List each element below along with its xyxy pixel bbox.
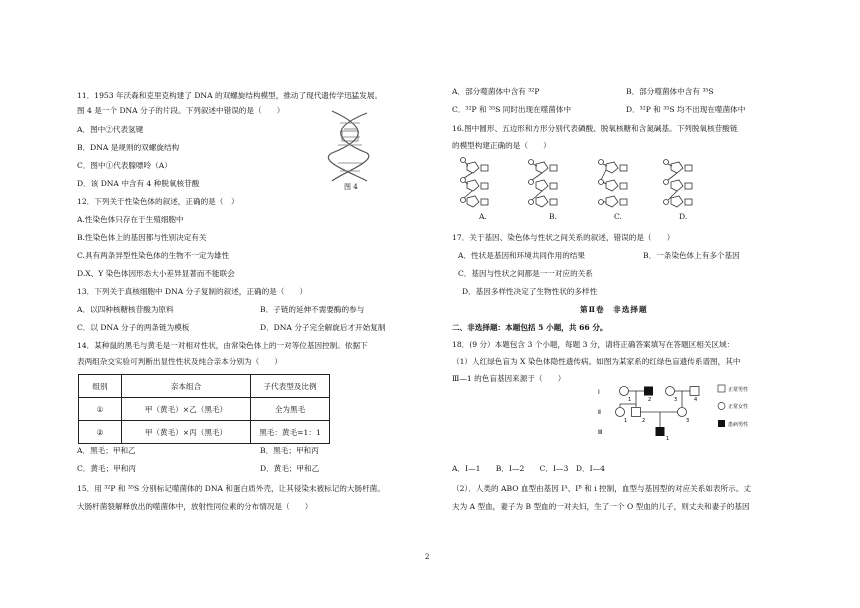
q11-stem-line2: 图 4 是一个 DNA 分子的片段。下列叙述中错误的是（ ） xyxy=(77,106,285,115)
q17-option-b: B．一条染色体上有多个基因 xyxy=(643,251,740,260)
gen1-number: 1 xyxy=(628,397,632,403)
q16-stem-line1: 16.图中圆形、五边形和方形分别代表磷酸、脱氧核糖和含氮碱基。下列脱氧核苷酸链 xyxy=(452,124,738,133)
q17-option-d: D．基因多样性决定了生物性状的多样性 xyxy=(462,287,598,296)
q18-sub1-options: A．Ⅰ—1 B．Ⅰ—2 C．Ⅰ—3 D．Ⅰ—4 xyxy=(452,464,606,473)
legend-normal-male: 正常男性 xyxy=(728,387,749,393)
gen2-number: 1 xyxy=(624,418,628,424)
table-row xyxy=(79,398,330,421)
q14-option-b: B．黑毛；甲和丙 xyxy=(260,446,319,455)
gen1-number: 3 xyxy=(674,397,678,403)
q12-option-a: A.性染色体只存在于生殖细胞中 xyxy=(77,215,184,224)
table-cell: ② xyxy=(79,421,122,444)
generation-label-3: Ⅲ xyxy=(598,429,603,436)
model-b xyxy=(529,160,558,208)
model-d xyxy=(664,160,693,208)
q17-option-a: A．性状是基因和环境共同作用的结果 xyxy=(458,251,585,260)
q13-option-c: C．以 DNA 分子的两条链为模板 xyxy=(77,323,190,332)
figure4-caption: 图 4 xyxy=(344,183,358,191)
q16-stem-line2: 的模型构建正确的是（ ） xyxy=(452,141,551,150)
q12-option-b: B.性染色体上的基因都与性别决定有关 xyxy=(77,233,207,242)
q16-label-b: B. xyxy=(549,212,557,221)
table-cell: 甲（黄毛）×乙（黑毛） xyxy=(122,398,251,421)
q14-stem-line2: 表两组杂交实验可判断出显性性状及纯合亲本分别为（ ） xyxy=(77,357,283,366)
cross-experiment-table xyxy=(78,374,330,444)
q12-option-d: D.X、Y 染色体因形态大小差异显著而不能联会 xyxy=(77,269,235,278)
model-a xyxy=(461,158,489,208)
q11-option-d: D．该 DNA 中含有 4 种脱氧核苷酸 xyxy=(77,179,200,188)
q11-stem-line1: 11．1953 年沃森和克里克构建了 DNA 的双螺旋结构模型，推动了现代遗传学迅猛发展。 xyxy=(77,91,383,100)
nucleotide-chain-models xyxy=(455,154,715,210)
q14-option-a: A．黑毛；甲和乙 xyxy=(77,446,136,455)
q13-option-a: A．以四种核糖核苷酸为原料 xyxy=(77,305,174,314)
gen2-number: 2 xyxy=(642,418,646,424)
q13-option-d: D．DNA 分子完全解旋后才开始复制 xyxy=(260,323,386,332)
table-header-cell: 子代表型及比例 xyxy=(251,375,330,398)
q14-stem-line1: 14．某种鼠的黑毛与黄毛是一对相对性状，由常染色体上的一对等位基因控制。依据下 xyxy=(77,341,368,350)
gen3-number: 1 xyxy=(666,436,670,442)
table-header-row xyxy=(79,375,330,398)
q12-option-c: C.具有两条异型性染色体的生物不一定为雄性 xyxy=(77,251,230,260)
q12-stem: 12．下列关于性染色体的叙述，正确的是（ ） xyxy=(77,197,239,206)
q11-option-c: C．图中①代表腺嘌呤（A） xyxy=(77,161,172,170)
q18-sub2-line1: （2）．人类的 ABO 血型由基因 Iᴬ、Iᴮ 和 i 控制，血型与基因型的对应关系如表所示。丈 xyxy=(452,484,751,493)
q13-stem: 13．下列关于真核细胞中 DNA 分子复制的叙述，正确的是（ ） xyxy=(77,287,308,296)
page-number: 2 xyxy=(425,553,430,561)
gen1-number: 2 xyxy=(648,397,652,403)
section-heading: 二、非选择题：本题包括 5 小题，共 66 分。 xyxy=(452,323,608,332)
legend-normal-female: 正常女性 xyxy=(728,404,749,410)
q15-option-a: A．部分噬菌体中含有 ³²P xyxy=(452,87,540,96)
table-cell: ① xyxy=(79,398,122,421)
q11-option-b: B．DNA 是规则的双螺旋结构 xyxy=(77,143,180,152)
q16-label-d: D. xyxy=(679,212,688,221)
q13-option-b: B．子链的延伸不需要酶的参与 xyxy=(260,305,365,314)
q15-option-c: C．³²P 和 ³⁵S 同时出现在噬菌体中 xyxy=(452,105,572,114)
q17-option-c: C．基因与性状之间都是一一对应的关系 xyxy=(458,269,593,278)
q18-stem: 18．(9 分）本题包含 3 个小题，每题 3 分，请将正确答案填写在答题区相关区域： xyxy=(452,340,735,349)
q15-option-b: B．部分噬菌体中含有 ³⁵S xyxy=(626,87,714,96)
generation-label-2: Ⅱ xyxy=(598,409,601,416)
q14-option-c: C．黄毛；甲和丙 xyxy=(77,464,136,473)
q15-option-d: D．³²P 和 ³⁵S 均不出现在噬菌体中 xyxy=(626,105,746,114)
table-header-cell: 亲本组合 xyxy=(122,375,251,398)
q18-sub2-line2: 夫为 A 型血，妻子为 B 型血的一对夫妇，生了一个 O 型血的儿子，则丈夫和妻子的基因 xyxy=(452,502,750,511)
model-c xyxy=(599,160,628,208)
pedigree-chart xyxy=(590,382,790,444)
dna-double-helix-figure xyxy=(322,109,380,189)
section-title: 第Ⅱ卷 非选择题 xyxy=(580,305,648,314)
generation-label-1: Ⅰ xyxy=(598,389,600,396)
q18-sub1-line2: Ⅲ—1 的色盲基因来源于（ ） xyxy=(452,374,566,383)
q16-label-a: A. xyxy=(479,212,487,221)
table-header-cell: 组别 xyxy=(79,375,122,398)
table-row xyxy=(79,421,330,444)
gen1-number: 4 xyxy=(694,397,698,403)
table-cell: 全为黑毛 xyxy=(251,398,330,421)
legend-affected-male: 患病男性 xyxy=(728,422,749,428)
q15-stem-line2: 大肠杆菌裂解释放出的噬菌体中，放射性同位素的分布情况是（ ） xyxy=(77,502,313,511)
q17-stem: 17．关于基因、染色体与性状之间关系的叙述，错误的是（ ） xyxy=(452,233,675,242)
q14-option-d: D．黄毛；甲和乙 xyxy=(260,464,320,473)
q11-option-a: A．图中②代表氢键 xyxy=(77,125,144,134)
table-cell: 甲（黄毛）×丙（黑毛） xyxy=(122,421,251,444)
q16-label-c: C. xyxy=(614,212,622,221)
q15-stem-line1: 15．用 ³²P 和 ³⁵S 分别标记噬菌体的 DNA 和蛋白质外壳，让其侵染未被标记的大肠杆菌。 xyxy=(77,484,385,493)
table-cell: 黑毛：黄毛=1：1 xyxy=(251,421,330,444)
q18-sub1-line1: （1）人红绿色盲为 X 染色体隐性遗传病。如图为某家系的红绿色盲遗传系谱图，其中 xyxy=(452,357,741,366)
gen2-number: 3 xyxy=(686,418,690,424)
